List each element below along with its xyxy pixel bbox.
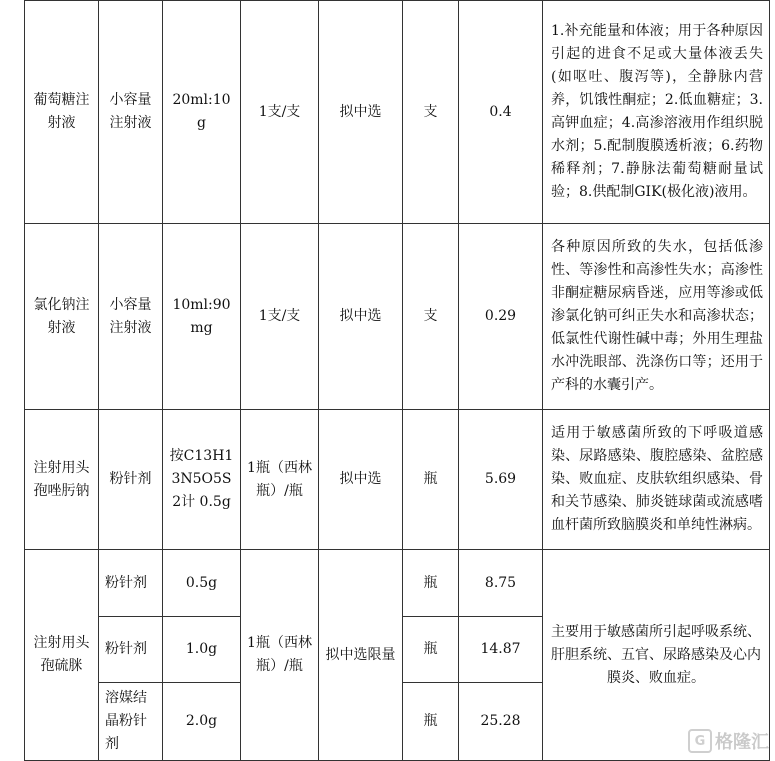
status-cell: 拟中选限量: [319, 550, 403, 761]
table-row: [25, 1, 770, 224]
unit-cell: 瓶: [403, 550, 459, 617]
price-cell: 0.29: [459, 224, 543, 410]
indication-cell: 主要用于敏感菌所引起呼吸系统、肝胆系统、五官、尿路感染及心内膜炎、败血症。: [543, 550, 770, 761]
pack-cell: 1瓶（西林瓶）/瓶: [241, 550, 319, 761]
price-cell: 5.69: [459, 410, 543, 550]
price-cell: 8.75: [459, 550, 543, 617]
spec-cell: 2.0g: [163, 683, 241, 761]
table-row: [25, 224, 770, 410]
spec-cell: 1.0g: [163, 617, 241, 683]
unit-cell: 支: [403, 1, 459, 224]
pack-cell: 1支/支: [241, 1, 319, 224]
spec-cell: 按C13H13N5O5S2计 0.5g: [163, 410, 241, 550]
status-cell: 拟中选: [319, 224, 403, 410]
indication-cell: 各种原因所致的失水，包括低渗性、等渗性和高渗性失水；高渗性非酮症糖尿病昏迷，应用等渗或低渗氯化钠可纠正失水和高渗状态；低氯性代谢性碱中毒；外用生理盐水冲洗眼部、洗涤伤口等；还用于产科的水囊引产。: [543, 224, 770, 410]
status-cell: 拟中选: [319, 410, 403, 550]
dosage-form-cell: 粉针剂: [99, 550, 163, 617]
unit-cell: 瓶: [403, 410, 459, 550]
pack-cell: 1瓶（西林瓶）/瓶: [241, 410, 319, 550]
price-cell: 0.4: [459, 1, 543, 224]
watermark-text: 格隆汇: [715, 732, 769, 753]
spec-cell: 0.5g: [163, 550, 241, 617]
dosage-form-cell: 小容量注射液: [99, 224, 163, 410]
table-row: [25, 550, 770, 617]
table-row: [25, 410, 770, 550]
watermark: [688, 728, 769, 754]
unit-cell: 瓶: [403, 683, 459, 761]
pack-cell: 1支/支: [241, 224, 319, 410]
drug-name-cell: 氯化钠注射液: [25, 224, 99, 410]
dosage-form-cell: 小容量注射液: [99, 1, 163, 224]
unit-cell: 支: [403, 224, 459, 410]
dosage-form-cell: 溶媒结晶粉针剂: [99, 683, 163, 761]
dosage-form-cell: 粉针剂: [99, 617, 163, 683]
spec-cell: 10ml:90mg: [163, 224, 241, 410]
unit-cell: 瓶: [403, 617, 459, 683]
watermark-logo-icon: G: [688, 729, 712, 753]
indication-cell: 1.补充能量和体液；用于各种原因引起的进食不足或大量体液丢失(如呕吐、腹泻等)，全静脉内营养，饥饿性酮症；2.低血糖症；3.高钾血症；4.高渗溶液用作组织脱水剂；5.配制腹膜透析液；6.药物稀释剂；7.静脉法葡萄糖耐量试验；8.供配制GIK(极化液)液用。: [543, 1, 770, 224]
drug-name-cell: 注射用头孢唑肟钠: [25, 410, 99, 550]
drug-name-cell: 葡萄糖注射液: [25, 1, 99, 224]
drug-price-table: [24, 0, 770, 761]
price-cell: 14.87: [459, 617, 543, 683]
spec-cell: 20ml:10g: [163, 1, 241, 224]
indication-cell: 适用于敏感菌所致的下呼吸道感染、尿路感染、腹腔感染、盆腔感染、败血症、皮肤软组织感染、骨和关节感染、肺炎链球菌或流感嗜血杆菌所致脑膜炎和单纯性淋病。: [543, 410, 770, 550]
drug-name-cell: 注射用头孢硫脒: [25, 550, 99, 761]
price-cell: 25.28: [459, 683, 543, 761]
status-cell: 拟中选: [319, 1, 403, 224]
dosage-form-cell: 粉针剂: [99, 410, 163, 550]
